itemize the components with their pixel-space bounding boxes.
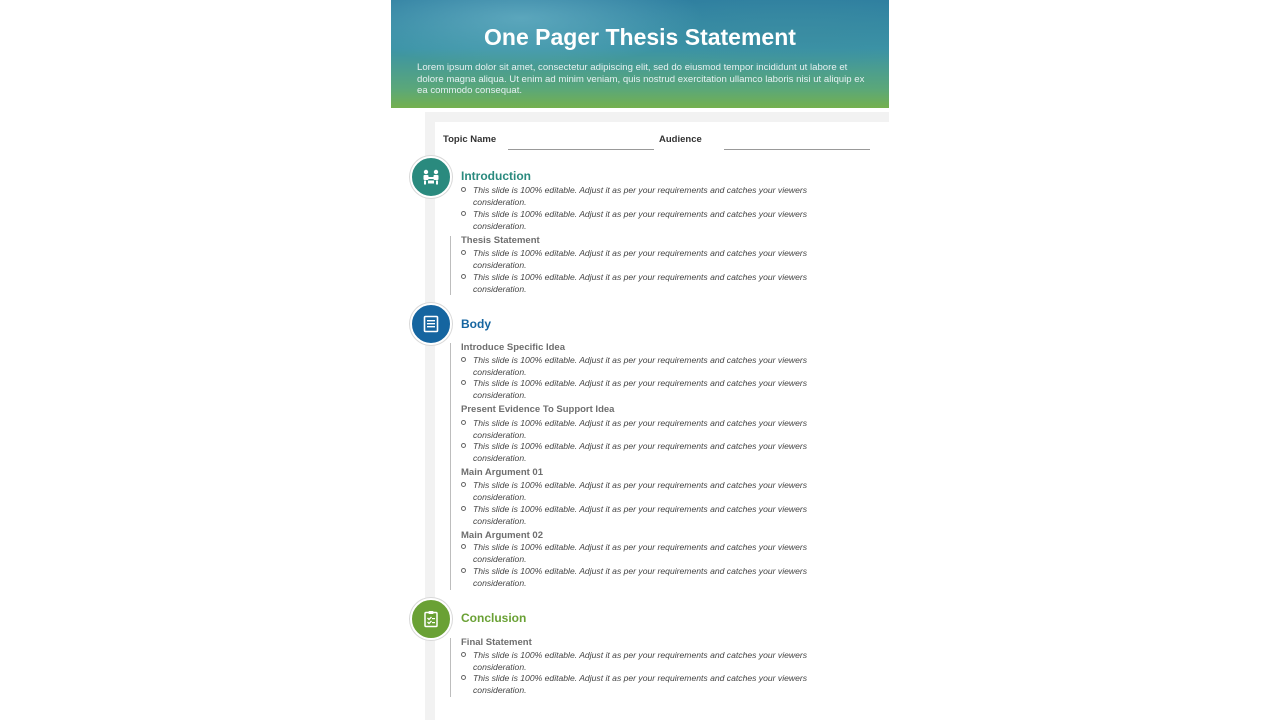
topic-name-label: Topic Name: [443, 134, 497, 145]
list-item: This slide is 100% editable. Adjust it as per your requirements and catches your viewers consideration.: [461, 480, 821, 504]
one-pager-document: [391, 0, 889, 720]
subsection-divider: [450, 343, 451, 590]
subsection-title: Thesis Statement: [461, 235, 540, 246]
bullet-icon: [461, 357, 466, 362]
bullet-icon: [461, 187, 466, 192]
bullet-icon: [461, 506, 466, 511]
list-item: This slide is 100% editable. Adjust it as per your requirements and catches your viewers consideration.: [461, 418, 821, 442]
document-icon: [410, 303, 452, 345]
list-item: This slide is 100% editable. Adjust it as per your requirements and catches your viewers consideration.: [461, 650, 821, 674]
bullet-icon: [461, 250, 466, 255]
list-item: This slide is 100% editable. Adjust it as per your requirements and catches your viewers consideration.: [461, 209, 821, 233]
list-item: This slide is 100% editable. Adjust it as per your requirements and catches your viewers consideration.: [461, 673, 821, 697]
bullet-icon: [461, 652, 466, 657]
bullet-icon: [461, 420, 466, 425]
audience-label: Audience: [659, 134, 702, 145]
subsection-title: Main Argument 01: [461, 467, 543, 478]
subsection-divider: [450, 236, 451, 295]
list-item: This slide is 100% editable. Adjust it as per your requirements and catches your viewers consideration.: [461, 441, 821, 465]
bullet-icon: [461, 380, 466, 385]
bullet-icon: [461, 274, 466, 279]
list-item: This slide is 100% editable. Adjust it as per your requirements and catches your viewers consideration.: [461, 248, 821, 272]
bullet-icon: [461, 443, 466, 448]
checklist-icon: [410, 598, 452, 640]
subsection-title: Present Evidence To Support Idea: [461, 404, 615, 415]
subsection-title: Final Statement: [461, 637, 532, 648]
section-title-conclusion: Conclusion: [461, 611, 527, 625]
people-meeting-icon: [410, 156, 452, 198]
bullet-icon: [461, 482, 466, 487]
header-description: Lorem ipsum dolor sit amet, consectetur adipiscing elit, sed do eiusmod tempor incididunt ut labore et dolore magna aliqua. Ut enim ad minim veniam, quis nostrud exercitation ullamco laboris nisi ut aliquip ex ea commodo consequat.: [417, 62, 865, 97]
audience-line: [724, 149, 870, 150]
bullet-icon: [461, 675, 466, 680]
section-title-body: Body: [461, 317, 491, 331]
list-item: This slide is 100% editable. Adjust it as per your requirements and catches your viewers consideration.: [461, 378, 821, 402]
page-title: One Pager Thesis Statement: [484, 24, 796, 50]
bullet-icon: [461, 211, 466, 216]
list-item: This slide is 100% editable. Adjust it as per your requirements and catches your viewers consideration.: [461, 566, 821, 590]
bullet-icon: [461, 544, 466, 549]
list-item: This slide is 100% editable. Adjust it as per your requirements and catches your viewers consideration.: [461, 542, 821, 566]
header-banner: [391, 0, 889, 108]
section-title-introduction: Introduction: [461, 169, 531, 183]
subsection-divider: [450, 638, 451, 697]
list-item: This slide is 100% editable. Adjust it as per your requirements and catches your viewers consideration.: [461, 185, 821, 209]
bullet-icon: [461, 568, 466, 573]
subsection-title: Introduce Specific Idea: [461, 342, 565, 353]
topic-name-line: [508, 149, 654, 150]
list-item: This slide is 100% editable. Adjust it as per your requirements and catches your viewers consideration.: [461, 504, 821, 528]
list-item: This slide is 100% editable. Adjust it as per your requirements and catches your viewers consideration.: [461, 272, 821, 296]
list-item: This slide is 100% editable. Adjust it as per your requirements and catches your viewers consideration.: [461, 355, 821, 379]
subsection-title: Main Argument 02: [461, 530, 543, 541]
